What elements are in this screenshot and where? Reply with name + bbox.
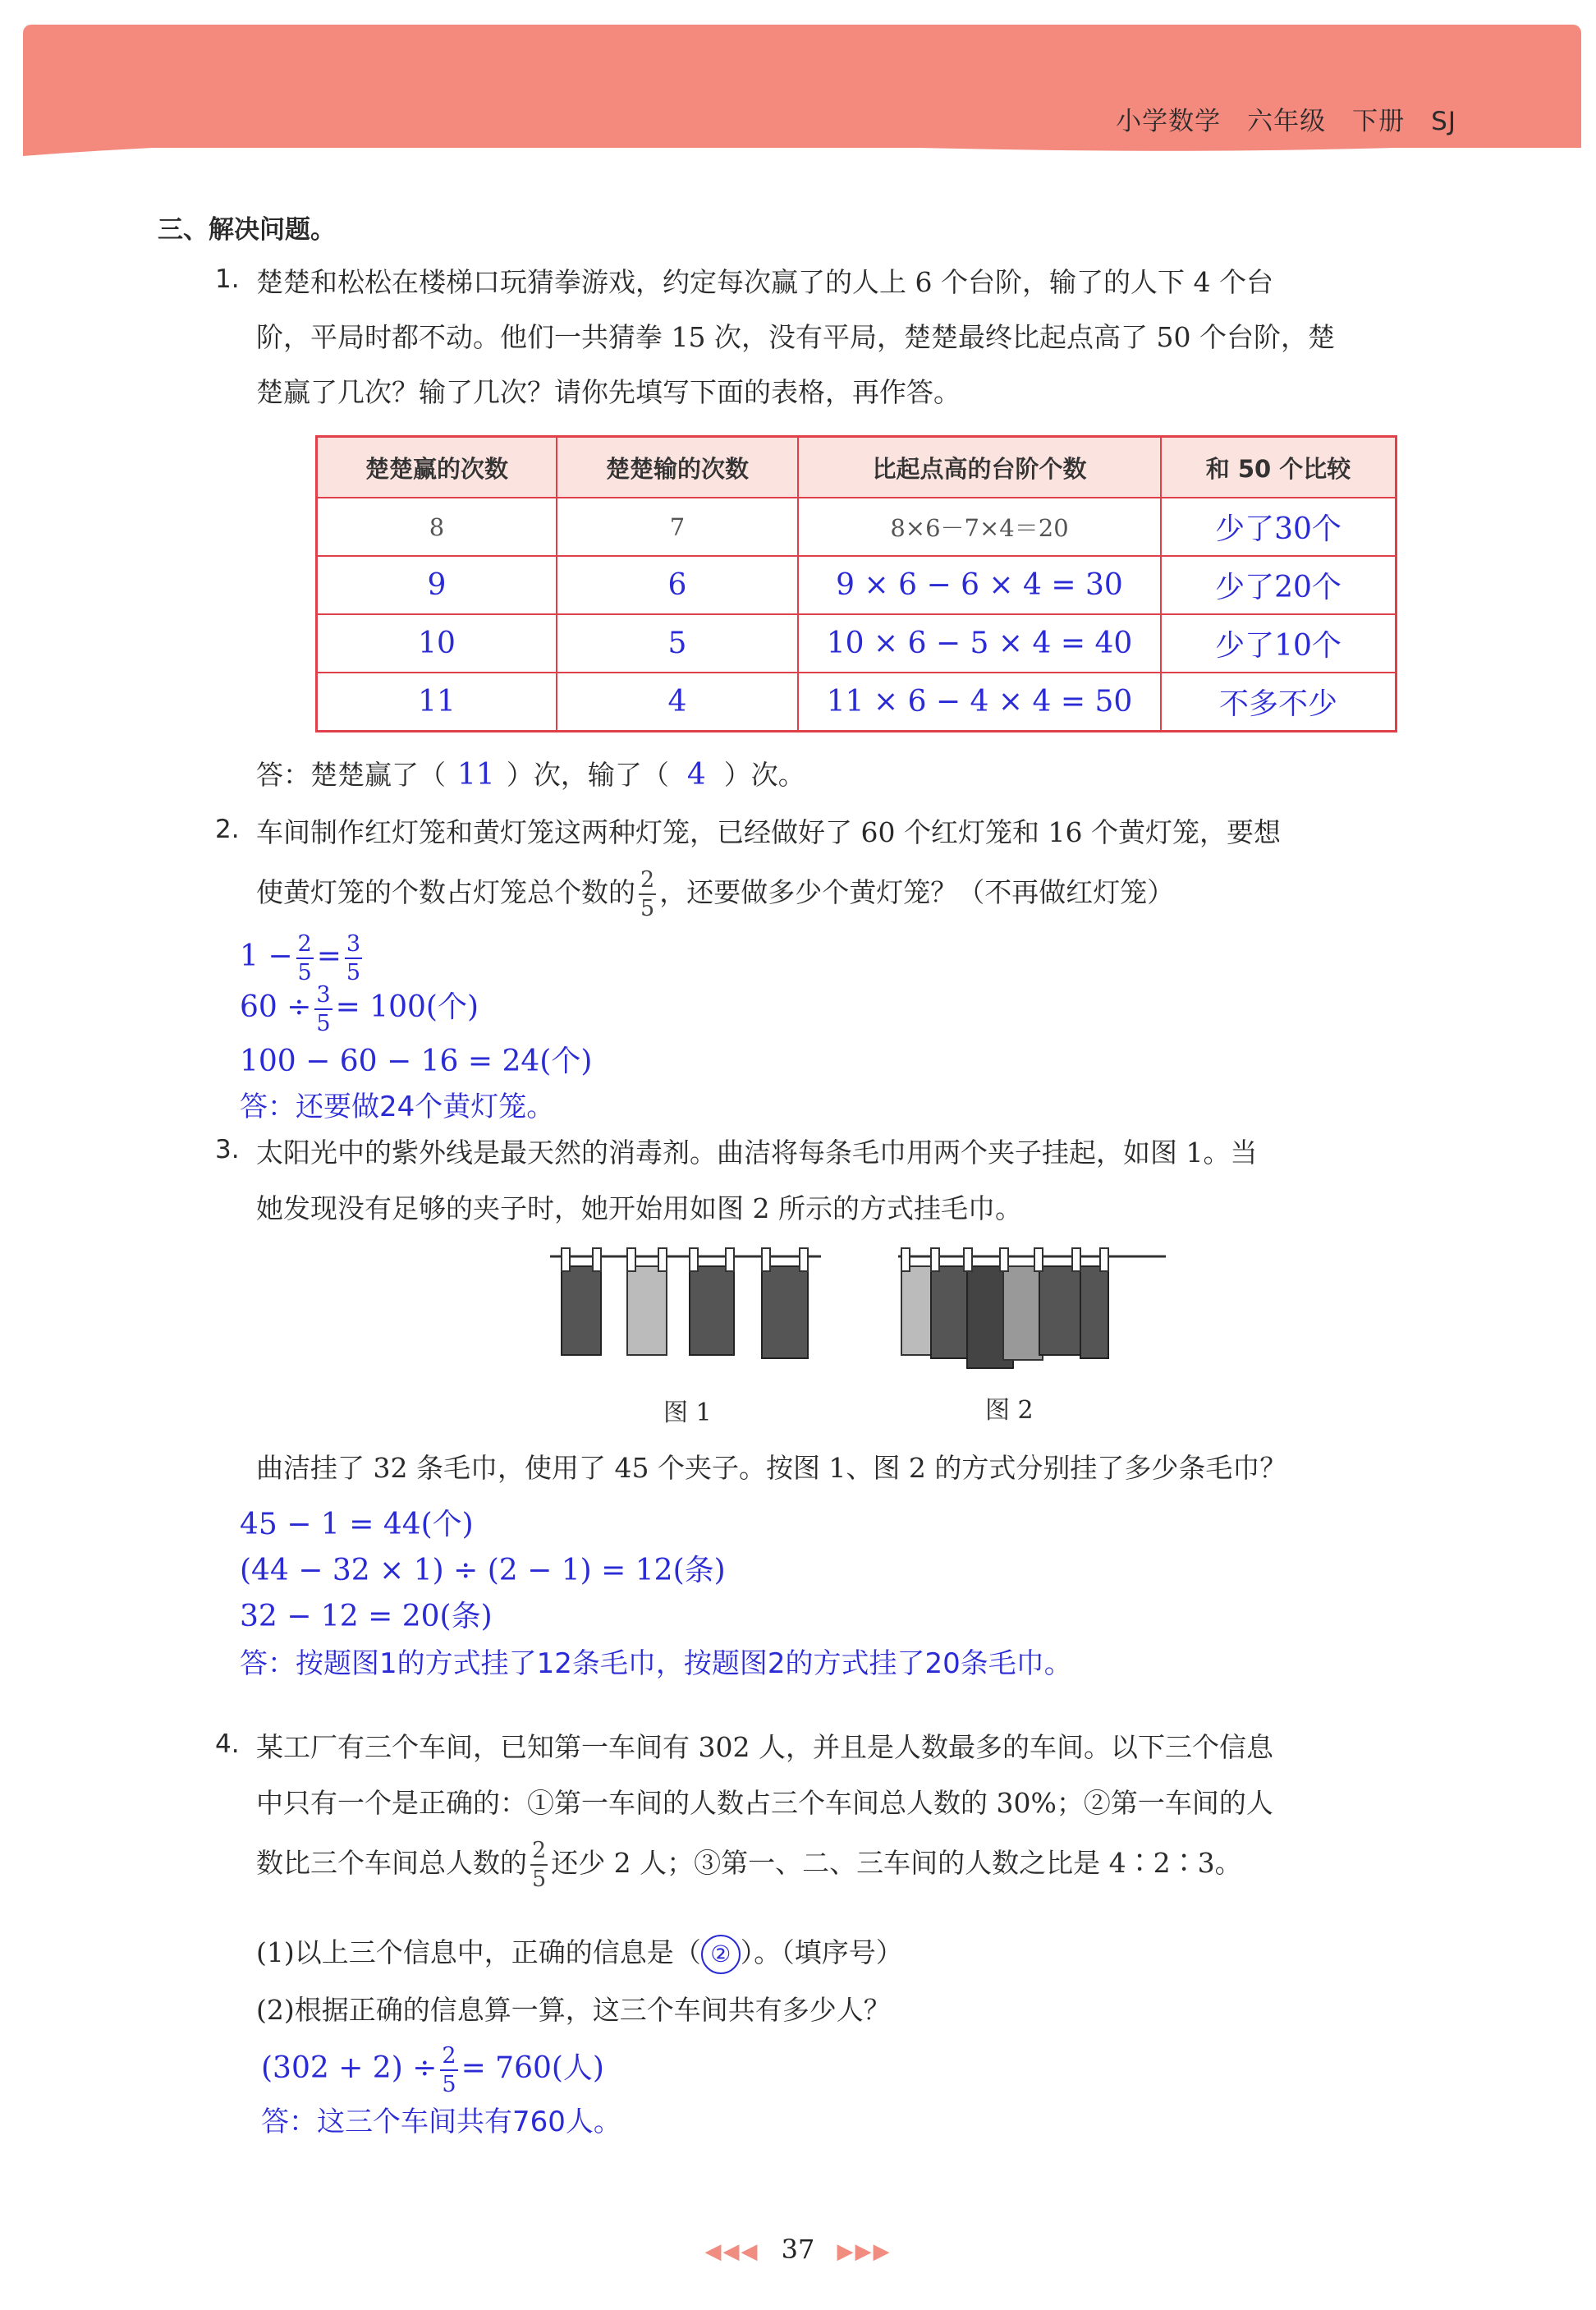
figure-1-label: 图 1	[663, 1398, 712, 1427]
q4-line-1: 某工厂有三个车间，已知第一车间有 302 人，并且是人数最多的车间。以下三个信息	[256, 1731, 1273, 1763]
table-header-cell: 楚楚赢的次数	[317, 437, 557, 498]
q4-sub-2: (2)根据正确的信息算一算，这三个车间共有多少人？	[256, 1994, 891, 2026]
q2-sol1-part-b: =	[316, 939, 342, 973]
q1-line-3: 楚赢了几次？输了几次？请你先填写下面的表格，再作答。	[256, 376, 961, 408]
table-cell-answer: 不多不少	[1161, 673, 1396, 732]
q4-fraction	[530, 1839, 548, 1890]
table-row	[317, 673, 1396, 732]
towel	[1039, 1266, 1080, 1355]
fraction-numerator: 2	[296, 933, 314, 959]
fraction-numerator: 2	[639, 869, 656, 895]
table-cell-answer: 少了20个	[1161, 556, 1396, 614]
towel	[1003, 1266, 1043, 1360]
q4-sub1-after: ）。（填序号）	[740, 1936, 903, 1968]
q2-sol1-part-a: 1 −	[240, 939, 293, 973]
q3-line-1: 太阳光中的紫外线是最天然的消毒剂。曲洁将每条毛巾用两个夹子挂起，如图 1。当	[256, 1137, 1258, 1169]
q4-sol1-fraction	[440, 2045, 457, 2096]
table-cell: 8	[317, 498, 557, 556]
q2-solution-1	[240, 933, 365, 984]
q3-solution-2: (44 − 32 × 1) ÷ (2 − 1) = 12(条)	[240, 1554, 726, 1587]
table-cell-answer: 10 × 6 − 5 × 4 = 40	[798, 614, 1161, 673]
q3-solution-3: 32 − 12 = 20(条)	[240, 1600, 493, 1633]
figure-2-towels	[898, 1242, 1166, 1373]
fraction-denominator: 5	[640, 896, 655, 921]
q2-line-2-before: 使黄灯笼的个数占灯笼总个数的	[256, 876, 635, 908]
q2-sol1-fraction-2	[345, 933, 362, 984]
clips	[901, 1248, 1108, 1271]
q1-line-2: 阶，平局时都不动。他们一共猜拳 15 次，没有平局，楚楚最终比起点高了 50 个台阶，楚	[256, 321, 1335, 353]
q4-line-3-before: 数比三个车间总人数的	[256, 1847, 527, 1879]
table-cell-answer: 11 × 6 − 4 × 4 = 50	[798, 673, 1161, 732]
fraction-numerator: 3	[314, 984, 332, 1010]
table-cell-answer: 9	[317, 556, 557, 614]
q3-answer: 答：按题图1的方式挂了12条毛巾，按题图2的方式挂了20条毛巾。	[240, 1647, 1072, 1680]
table-cell-answer: 9 × 6 − 6 × 4 = 30	[798, 556, 1161, 614]
q2-sol2-part-a: 60 ÷	[240, 990, 312, 1024]
table-cell-answer: 5	[557, 614, 798, 673]
q1-answer-middle: ）次，输了（	[506, 759, 669, 791]
q1-line-1: 楚楚和松松在楼梯口玩猜拳游戏，约定每次赢了的人上 6 个台阶，输了的人下 4 个台	[256, 266, 1273, 298]
figure-2-label: 图 2	[985, 1396, 1034, 1425]
q4-sol1-part-b: = 760(人)	[461, 2051, 604, 2085]
q1-table	[315, 435, 1397, 732]
q4-number: 4.	[215, 1729, 240, 1759]
table-cell-answer: 6	[557, 556, 798, 614]
q1-answer-suffix: ）次。	[723, 759, 805, 791]
prev-arrows-icon: ◀◀◀	[704, 2239, 759, 2264]
q3-number: 3.	[215, 1135, 240, 1164]
towel	[1080, 1266, 1108, 1358]
q4-sub1-answer: ②	[701, 1935, 741, 1974]
fraction-denominator: 5	[316, 1011, 331, 1036]
q1-answer-wins: 11	[457, 758, 495, 792]
q2-number: 2.	[215, 815, 240, 844]
book-title: 小学数学 六年级 下册 SJ	[1116, 107, 1456, 136]
q1-number: 1.	[215, 264, 240, 294]
table-cell: 8×6－7×4＝20	[798, 498, 1161, 556]
q4-line-2: 中只有一个是正确的：①第一车间的人数占三个车间总人数的 30%；②第一车间的人	[256, 1787, 1273, 1819]
next-arrows-icon: ▶▶▶	[837, 2239, 892, 2264]
table-cell: 7	[557, 498, 798, 556]
q1-answer	[256, 754, 805, 792]
table-header-cell: 和 50 个比较	[1161, 437, 1396, 498]
q4-sub1-before: (1)以上三个信息中，正确的信息是（	[256, 1936, 701, 1968]
q4-sol1-part-a: (302 + 2) ÷	[261, 2051, 438, 2085]
towel-4	[762, 1248, 808, 1358]
fraction-denominator: 5	[297, 960, 312, 985]
towel	[931, 1266, 967, 1358]
section-title: 三、解决问题。	[158, 215, 336, 245]
q2-solution-3: 100 − 60 − 16 = 24(个)	[240, 1045, 593, 1078]
table-cell-answer: 10	[317, 614, 557, 673]
q2-fraction	[639, 869, 656, 920]
q3-solution-1: 45 − 1 = 44(个)	[240, 1508, 474, 1541]
q4-sub-1	[256, 1931, 903, 1974]
fraction-denominator: 5	[442, 2072, 456, 2097]
q4-solution-1	[261, 2045, 604, 2096]
table-cell-answer: 11	[317, 673, 557, 732]
fraction-numerator: 2	[530, 1839, 548, 1866]
q2-sol2-fraction	[314, 984, 332, 1035]
q3-question: 曲洁挂了 32 条毛巾，使用了 45 个夹子。按图 1、图 2 的方式分别挂了多少条毛巾？	[256, 1452, 1287, 1484]
q2-solution-2	[240, 984, 479, 1035]
table-cell-answer: 少了10个	[1161, 614, 1396, 673]
q2-line-1: 车间制作红灯笼和黄灯笼这两种灯笼，已经做好了 60 个红灯笼和 16 个黄灯笼，要想	[256, 816, 1281, 848]
table-header-row	[317, 437, 1396, 498]
table-cell-answer: 4	[557, 673, 798, 732]
q4-answer: 答：这三个车间共有760人。	[261, 2106, 621, 2138]
q2-sol2-part-b: = 100(个)	[335, 990, 479, 1024]
towel-1	[562, 1248, 601, 1355]
q4-line-3-after: 还少 2 人；③第一、二、三车间的人数之比是 4∶2∶3。	[551, 1847, 1242, 1879]
table-header-cell: 比起点高的台阶个数	[798, 437, 1161, 498]
table-cell-answer: 少了30个	[1161, 498, 1396, 556]
towel-3	[690, 1248, 734, 1355]
table-row	[317, 498, 1396, 556]
q2-line-2	[256, 869, 1174, 920]
fraction-numerator: 3	[345, 933, 362, 959]
table-row	[317, 556, 1396, 614]
q2-line-2-after: ，还要做多少个黄灯笼？（不再做红灯笼）	[659, 876, 1175, 908]
table-header-cell: 楚楚输的次数	[557, 437, 798, 498]
figure-1-towels	[550, 1242, 821, 1365]
q1-answer-prefix: 答：楚楚赢了（	[256, 759, 446, 791]
towel-2	[627, 1248, 667, 1355]
fraction-numerator: 2	[440, 2045, 457, 2071]
q2-sol1-fraction-1	[296, 933, 314, 984]
q3-line-2: 她发现没有足够的夹子时，她开始用如图 2 所示的方式挂毛巾。	[256, 1192, 1022, 1224]
page-number: 37	[781, 2234, 815, 2265]
page-footer	[0, 2234, 1596, 2265]
q4-line-3	[256, 1839, 1242, 1890]
fraction-denominator: 5	[532, 1867, 547, 1892]
q2-answer: 答：还要做24个黄灯笼。	[240, 1091, 555, 1123]
fraction-denominator: 5	[346, 960, 361, 985]
table-row	[317, 614, 1396, 673]
q1-answer-losses: 4	[686, 758, 706, 792]
